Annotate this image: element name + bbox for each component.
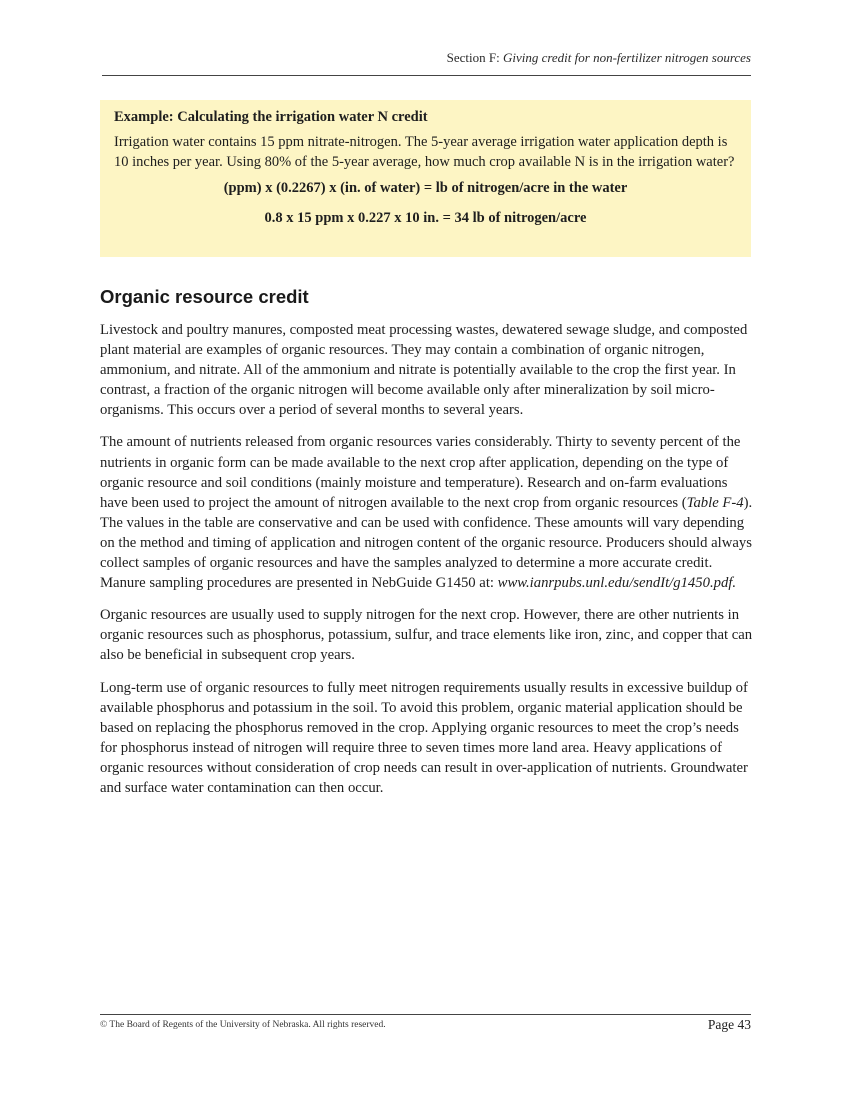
paragraph-2-text-a: The amount of nutrients released from organic resources varies considerably. Thirty to seventy percent of the nutrients in organic form can be made available to the next crop after application, depending on the type of organic resource and soil conditions (mainly moisture and temperature). Research and on-farm evaluations have been used to project the amount of nitrogen available to the next crop from organic resources ( [100,434,741,511]
example-body: Irrigation water contains 15 ppm nitrate-nitrogen. The 5-year average irrigation water application depth is 10 inches per year. Using 80% of the 5-year average, how much crop available N is in the irrigation water? [114,134,735,170]
header-section-prefix: Section F: [446,50,503,65]
example-callout-box [100,100,751,257]
paragraph-4: Long-term use of organic resources to fully meet nitrogen requirements usually results in excessive buildup of available phosphorus and potassium in the soil. To avoid this problem, organic material application should be based on replacing the phosphorus removed in the crop. Applying organic resources to meet the crop’s needs for phosphorus instead of nitrogen will require three to seven times more land area. Heavy applications of organic resources without consideration of crop needs can result in over-application of nutrients. Groundwater and surface water contamination can then occur. [100,679,748,796]
section-body [100,320,755,810]
table-reference: Table F-4 [686,494,744,511]
paragraph-2-text-b: ). The values in the table are conservative and can be used with confidence. These amounts will vary depending on the method and timing of application and nitrogen content of the organic resource. Producers should always collect samples of organic resources and have the samples analyzed to determine a more accurate credit. Manure sampling procedures are presented in NebGuide G1450 at: [100,494,753,592]
header-divider [102,75,751,76]
page-number: Page 43 [707,1017,751,1032]
copyright-notice: © The Board of Regents of the University of Nebraska. All rights reserved. [100,1020,386,1030]
nebguide-link[interactable]: www.ianrpubs.unl.edu/sendIt/g1450.pdf. [497,575,737,592]
paragraph-3: Organic resources are usually used to supply nitrogen for the next crop. However, there are other nutrients in organic resources such as phosphorus, potassium, sulfur, and trace elements like iron, zinc, and copper that can also be beneficial in subsequent crop years. [100,607,753,664]
paragraph-2 [100,432,755,593]
paragraph-1: Livestock and poultry manures, composted meat processing wastes, dewatered sewage sludge, and composted plant material are examples of organic resources. They may contain a combination of organic nitrogen, ammonium, and nitrate. All of the ammonium and nitrate is potentially available to the crop the first year. In contrast, a fraction of the organic nitrogen will become available only after mineralization by soil micro-organisms. This occurs over a period of several months to several years. [100,322,748,419]
footer-divider [100,1014,751,1015]
running-header [102,50,751,66]
section-heading: Organic resource credit [100,286,309,307]
header-section-title: Giving credit for non-fertilizer nitrogen sources [502,50,751,65]
example-formula-general: (ppm) x (0.2267) x (in. of water) = lb of nitrogen/acre in the water [223,180,628,196]
example-formula-worked: 0.8 x 15 ppm x 0.227 x 10 in. = 34 lb of nitrogen/acre [264,210,587,226]
example-title: Example: Calculating the irrigation water N credit [114,109,428,125]
